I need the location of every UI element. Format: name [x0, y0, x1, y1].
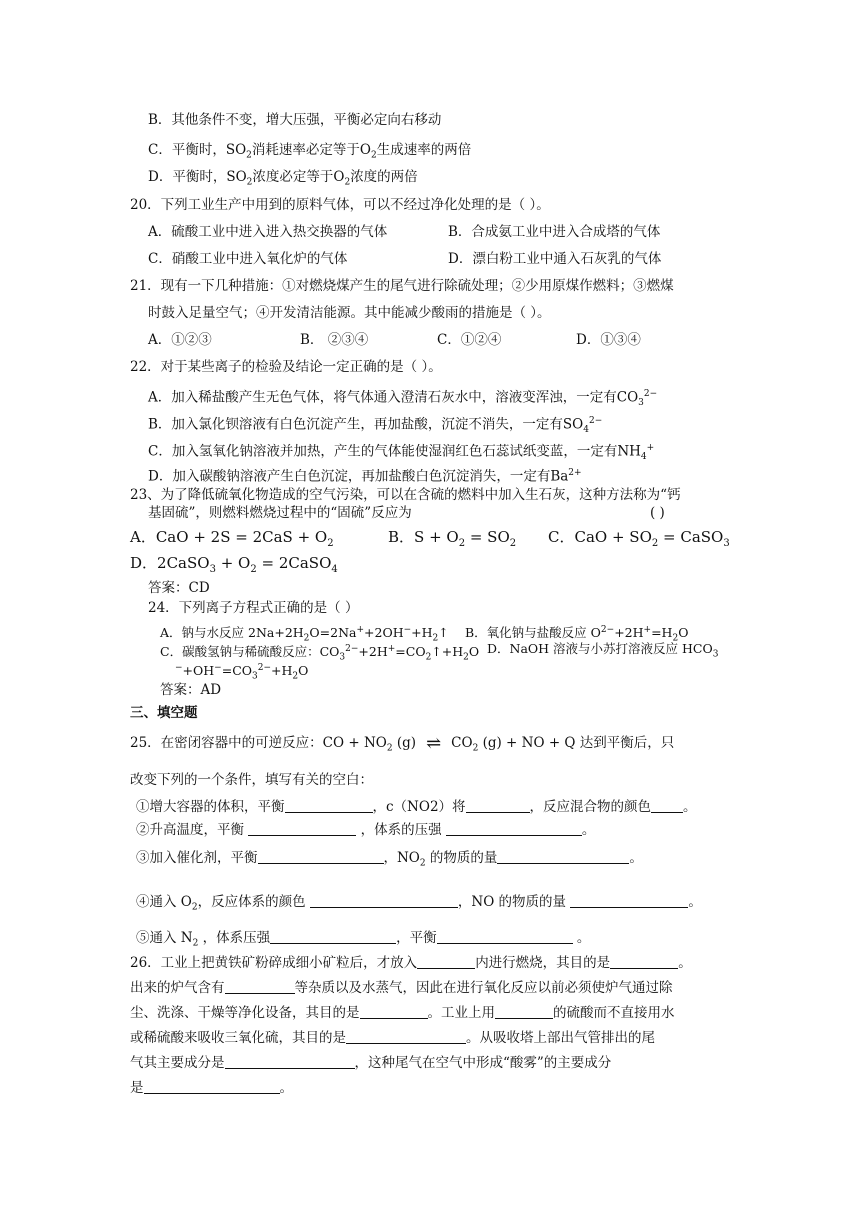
q21-option-d: D．①③④: [576, 332, 641, 348]
q23-option-a: A．CaO + $2S = 2CaS + O_2$: [130, 528, 334, 549]
q22-option-b: B．加入氯化钡溶液有白色沉淀产生，再加盐酸，沉淀不消失，一定有$SO_4^{2-}$: [148, 416, 603, 436]
q24-stem: 24．下列离子方程式正确的是（ ）: [148, 600, 359, 616]
q22-option-d: D．加入碳酸钠溶液产生白色沉淀，再加盐酸白色沉淀消失，一定有$Ba^{2+}$: [148, 468, 582, 485]
q24-option-c: C．碳酸氢钠与稀硫酸反应：$CO_3^{2-}+2H^+=CO_2↑+H_2O$: [160, 644, 480, 663]
q20-option-d: D．漂白粉工业中通入石灰乳的气体: [448, 251, 662, 267]
q25-item-3: ③加入催化剂，平衡 ，$NO_2$ 的物质的量 。: [136, 850, 643, 869]
q26-line5: 气其主要成分是 ，这种尾气在空气中形成“酸雾”的主要成分: [130, 1055, 612, 1071]
q22-stem: 22．对于某些离子的检验及结论一定正确的是（ ）。: [130, 359, 442, 375]
q23-option-c: C．CaO + $SO_2$ = CaSO$_3$: [548, 528, 730, 549]
q20-option-a: A．硫酸工业中进入进入热交换器的气体: [148, 224, 388, 240]
q24-option-b: B．氧化钠与盐酸反应 $O^{2-}+2H^+=H_2O$: [465, 625, 689, 644]
q20-option-c: C．硝酸工业中进入氧化炉的气体: [148, 251, 348, 267]
q25-item-2: ②升高温度，平衡 ，体系的压强 。: [136, 822, 596, 838]
q21-option-c: C．①②④: [437, 332, 502, 348]
q21-option-a: A．①②③: [148, 332, 212, 348]
q23-option-d: D．2CaSO$_3$ + $O_2$ = 2CaSO$_4$: [130, 554, 338, 575]
section-heading: 三、填空题: [130, 705, 198, 721]
q23-answer: 答案：CD: [148, 580, 210, 596]
q23-stem-line2: 基固硫”，则燃料燃烧过程中的“固硫”反应为: [148, 505, 412, 521]
q22-option-a: A．加入稀盐酸产生无色气体，将气体通入澄清石灰水中，溶液变浑浊，一定有$CO_3^{2-}$: [148, 389, 658, 409]
q20-stem: 20．下列工业生产中用到的原料气体，可以不经过净化处理的是（ ）。: [130, 197, 550, 213]
q24-answer: 答案：AD: [160, 682, 222, 698]
q26-line6: 是 。: [130, 1080, 293, 1096]
q25-stem-line2: 改变下列的一个条件，填写有关的空白：: [130, 772, 373, 788]
q23-stem-line1: 23、为了降低硫氧化物造成的空气污染，可以在含硫的燃料中加入生石灰，这种方法称为“钙: [130, 487, 681, 503]
q25-item-1: ①增大容器的体积，平衡 ，c（NO2）将 ，反应混合物的颜色 。: [136, 799, 697, 815]
q24-option-d-cont: $^-+OH^-=CO_3^{2-}+H_2O$: [175, 663, 309, 682]
q23-option-b: B．$S + O_2 = SO_2$: [388, 528, 517, 549]
q26-line1: 26．工业上把黄铁矿粉碎成细小矿粒后，才放入 内进行燃烧，其目的是 。: [130, 955, 692, 971]
q26-line2: 出来的炉气含有 等杂质以及水蒸气，因此在进行氧化反应以前必须使炉气通过除: [130, 980, 673, 996]
q21-stem-line2: 时鼓入足量空气；④开发清洁能源。其中能减少酸雨的措施是（ ）。: [148, 305, 551, 321]
q25-item-4: ④通入 $O_2$，反应体系的颜色 ，NO 的物质的量 。: [136, 894, 702, 913]
q26-line3: 尘、洗涤、干燥等净化设备，其目的是 。工业上用 的硫酸而不直接用水: [130, 1005, 675, 1021]
equilibrium-arrow-icon: ⇌: [426, 733, 442, 754]
q24-option-d: D．NaOH 溶液与小苏打溶液反应 $HCO_3$: [487, 641, 719, 660]
q22-option-c: C．加入氢氧化钠溶液并加热，产生的气体能使湿润红色石蕊试纸变蓝，一定有$NH_4^+$: [148, 443, 655, 463]
q20-option-b: B．合成氨工业中进入合成塔的气体: [448, 224, 661, 240]
q21-stem-line1: 21．现有一下几种措施：①对燃烧煤产生的尾气进行除硫处理；②少用原煤作燃料；③燃煤: [130, 278, 674, 294]
q24-option-a: A．钠与水反应 $2Na+2H_2O=2Na^++2OH^-+H_2↑$: [160, 625, 449, 644]
q23-paren: ( ): [650, 505, 665, 521]
q25-item-5: ⑤通入 $N_2$ ，体系压强 ，平衡 。: [136, 930, 591, 949]
q19-option-b: B．其他条件不变，增大压强，平衡必定向右移动: [148, 112, 442, 128]
q19-option-c: C．平衡时，$SO_2$消耗速率必定等于$O_2$生成速率的两倍: [148, 142, 472, 161]
q19-option-d: D．平衡时，$SO_2$浓度必定等于$O_2$浓度的两倍: [148, 169, 418, 188]
q21-option-b: B． ②③④: [300, 332, 369, 348]
q26-line4: 或稀硫酸来吸收三氧化硫，其目的是 。从吸收塔上部出气管排出的尾: [130, 1030, 655, 1046]
q25-stem-line1: 25．在密闭容器中的可逆反应：CO + $NO_2$ (g) ⇌ $CO_2$ (g) + NO + Q 达到平衡后，只: [130, 733, 675, 754]
